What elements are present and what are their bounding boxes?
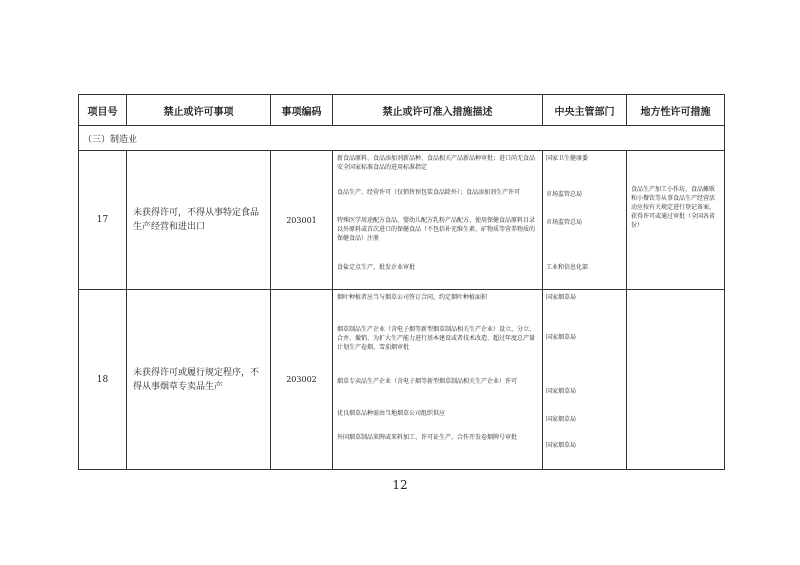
department-text: 国家烟草局: [546, 334, 577, 341]
department-text: 国家烟草局: [546, 388, 577, 395]
measure-text: 特殊医学用途配方食品、婴幼儿配方乳粉产品配方、使用保健食品原料目录以外原料或首次进口的保健食品（不包括补充维生素、矿物质等营养物质的保健食品）注册: [337, 217, 536, 242]
row-item: 未获得许可，不得从事特定食品生产经营和进出口: [127, 151, 271, 290]
section-title: （三）制造业: [79, 126, 725, 151]
row-code: 203002: [271, 290, 333, 470]
header-row: [79, 95, 725, 126]
market-access-table: [78, 94, 725, 470]
row-local-measures: 食品生产加工小作坊、食品摊贩和小餐饮等从事食品生产经营活动应按有关规定进行登记备案，获得许可或通过审批（全国各省份）: [627, 151, 725, 290]
row-departments: [543, 290, 627, 470]
measure-text: 烟草专卖品生产企业（含电子烟等新型烟草制品相关生产企业）许可: [337, 378, 518, 385]
header-local-measures: 地方性许可措施: [627, 95, 725, 126]
row-local-measures: [627, 290, 725, 470]
header-code: 事项编码: [271, 95, 333, 126]
header-measures: 禁止或许可准入措施描述: [333, 95, 543, 126]
row-number: 17: [79, 151, 127, 290]
department-text: 国家烟草局: [546, 294, 577, 301]
row-number: 18: [79, 290, 127, 470]
measure-text: 食盐定点生产、批发企业审批: [337, 264, 416, 271]
header-item: 禁止或许可事项: [127, 95, 271, 126]
table-row: [79, 151, 725, 290]
measure-text: 外国烟草制品来牌或来料加工、许可证生产、合作开发卷烟牌号审批: [337, 434, 518, 441]
row-item: 未获得许可或履行规定程序，不得从事烟草专卖品生产: [127, 290, 271, 470]
measure-text: 烟草制品生产企业（含电子烟等新型烟草制品相关生产企业）设立、分立、合并、撤销、为扩大生产能力进行基本建设或者技术改造、超过年度总产量计划生产卷烟、雪茄烟审批: [337, 326, 536, 351]
department-text: 工业和信息化部: [546, 264, 589, 271]
header-item-number: 项目号: [79, 95, 127, 126]
department-text: 市场监管总局: [546, 219, 583, 226]
measure-text: 优良烟草品种需由当地烟草公司组织供应: [337, 410, 446, 417]
row-measures: [333, 290, 543, 470]
page-number: 12: [392, 478, 408, 492]
header-department: 中央主管部门: [543, 95, 627, 126]
measure-text: 食品生产、经营许可（仅销售预包装食品除外）；食品添加剂生产许可: [337, 189, 521, 196]
row-code: 203001: [271, 151, 333, 290]
row-departments: [543, 151, 627, 290]
measure-text: 烟叶种植者应当与烟草公司签订合同，约定烟叶种植面积: [337, 294, 488, 301]
table-row: [79, 290, 725, 470]
row-measures: [333, 151, 543, 290]
department-text: 国家卫生健康委: [546, 155, 589, 162]
measure-text: 新食品原料、食品添加剂新品种、食品相关产品新品种审批；进口尚无食品安全国家标准食品的进用标准指定: [337, 155, 536, 171]
section-row: [79, 126, 725, 151]
department-text: 市场监管总局: [546, 191, 583, 198]
department-text: 国家烟草局: [546, 416, 577, 423]
department-text: 国家烟草局: [546, 442, 577, 449]
